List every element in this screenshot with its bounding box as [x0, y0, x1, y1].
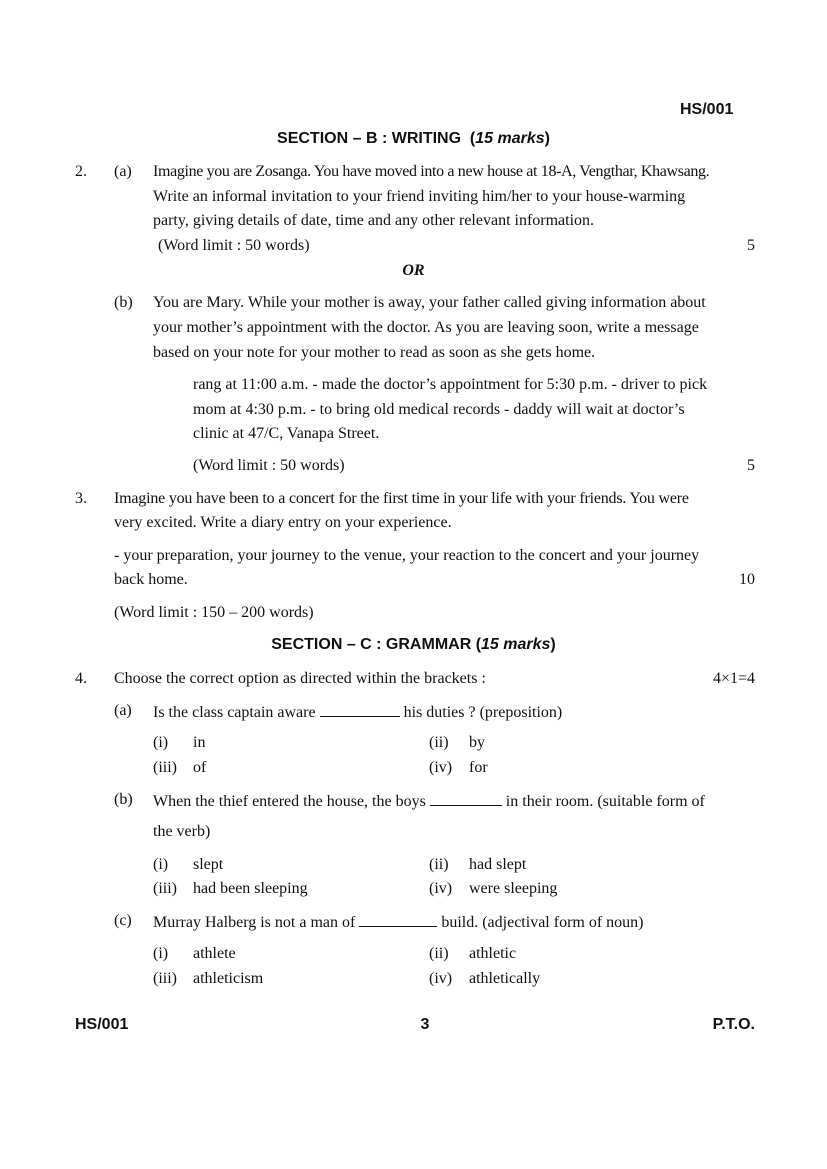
q2b-word-limit: (Word limit : 50 words)	[193, 457, 345, 474]
q3-line1: Imagine you have been to a concert for the first time in your life with your friends. You were	[114, 490, 689, 507]
section-c-title: SECTION – C : GRAMMAR (15 marks)	[271, 636, 556, 653]
q3-hint-line1: - your preparation, your journey to the venue, your reaction to the concert and your journey	[114, 547, 700, 564]
q4b-option-num: (iii)	[153, 880, 177, 897]
q4a-label: (a)	[114, 702, 132, 719]
q4b-text-before: When the thief entered the house, the boys	[153, 793, 426, 810]
q3-word-limit: (Word limit : 150 – 200 words)	[114, 604, 314, 621]
q2b-note-line3: clinic at 47/C, Vanapa Street.	[193, 425, 380, 442]
q4b-option-text: slept	[193, 856, 224, 873]
q4a-option-num: (i)	[153, 734, 169, 751]
q4b-option-num: (i)	[153, 856, 169, 873]
q4b-question	[153, 791, 705, 811]
q4a-option-text: of	[193, 759, 207, 776]
q2b-label: (b)	[114, 294, 133, 311]
q4c-option-num: (iii)	[153, 970, 177, 987]
q4b-option-text: had been sleeping	[193, 880, 308, 897]
q2b-line2: your mother’s appointment with the doctor. As you are leaving soon, write a message	[153, 319, 699, 336]
q4b-option-text: were sleeping	[469, 880, 558, 897]
q2b-marks: 5	[747, 457, 755, 474]
q4c-label: (c)	[114, 912, 132, 929]
section-b-heading: SECTION – B : WRITING	[277, 130, 462, 147]
q4a-option-num: (iii)	[153, 759, 177, 776]
q4c-option-text: athleticism	[193, 970, 264, 987]
section-c-marks: 15 marks	[481, 636, 551, 653]
q2a-word-limit: (Word limit : 50 words)	[158, 237, 310, 254]
q4a-option-text: for	[469, 759, 488, 776]
q4b-line2: the verb)	[153, 823, 211, 840]
q4c-option-num: (i)	[153, 945, 169, 962]
q3-marks: 10	[739, 571, 755, 588]
q4a-option-text: by	[469, 734, 485, 751]
q4-number: 4.	[75, 670, 87, 687]
q3-line2: very excited. Write a diary entry on your experience.	[114, 514, 452, 531]
section-b-marks: 15 marks	[475, 130, 545, 147]
q4b-option-num: (ii)	[429, 856, 449, 873]
q4b-blank	[430, 791, 502, 806]
q3-number: 3.	[75, 490, 87, 507]
q4c-option-text: athletically	[469, 970, 541, 987]
q4c-question	[153, 912, 644, 932]
q4c-option-text: athletic	[469, 945, 517, 962]
q4c-text-before: Murray Halberg is not a man of	[153, 914, 356, 931]
pto-label: P.T.O.	[712, 1016, 755, 1033]
q2b-line1: You are Mary. While your mother is away, your father called giving information about	[153, 294, 706, 311]
or-separator: OR	[402, 262, 425, 279]
q4c-option-num: (iv)	[429, 970, 453, 987]
q2a-line2: Write an informal invitation to your friend inviting him/her to your house-warming	[153, 188, 686, 205]
header-code: HS/001	[680, 101, 734, 118]
q2b-note-line2: mom at 4:30 p.m. - to bring old medical records - daddy will wait at doctor’s	[193, 401, 685, 418]
q4c-option-num: (ii)	[429, 945, 449, 962]
q4-marks: 4×1=4	[712, 670, 755, 687]
q4a-text-before: Is the class captain aware	[153, 704, 316, 721]
q4a-text-after: his duties ? (preposition)	[403, 704, 563, 721]
section-c-heading: SECTION – C : GRAMMAR	[271, 636, 472, 653]
q4b-label: (b)	[114, 791, 133, 808]
q4b-text-after: in their room. (suitable form of	[505, 793, 705, 810]
q2b-line3: based on your note for your mother to read as soon as she gets home.	[153, 344, 596, 361]
q4b-option-text: had slept	[469, 856, 527, 873]
q4a-blank	[320, 702, 400, 717]
page-number: 3	[420, 1016, 430, 1033]
q2b-note-line1: rang at 11:00 a.m. - made the doctor’s appointment for 5:30 p.m. - driver to pick	[193, 376, 708, 393]
q4c-blank	[359, 912, 437, 927]
q4c-text-after: build. (adjectival form of noun)	[441, 914, 644, 931]
q4a-option-text: in	[193, 734, 206, 751]
q4a-option-num: (iv)	[429, 759, 453, 776]
q4b-option-num: (iv)	[429, 880, 453, 897]
q2a-label: (a)	[114, 163, 132, 180]
q4-instruction: Choose the correct option as directed within the brackets :	[114, 670, 486, 687]
q3-hint-line2: back home.	[114, 571, 188, 588]
q4a-option-num: (ii)	[429, 734, 449, 751]
q2-number: 2.	[75, 163, 87, 180]
q4a-question	[153, 702, 562, 722]
q2a-marks: 5	[747, 237, 755, 254]
section-b-title: SECTION – B : WRITING (15 marks)	[277, 130, 550, 147]
footer-code: HS/001	[75, 1016, 129, 1033]
q2a-line1: Imagine you are Zosanga. You have moved into a new house at 18-A, Vengthar, Khawsang.	[153, 163, 710, 180]
q4c-option-text: athlete	[193, 945, 236, 962]
q2a-line3: party, giving details of date, time and any other relevant information.	[153, 212, 595, 229]
